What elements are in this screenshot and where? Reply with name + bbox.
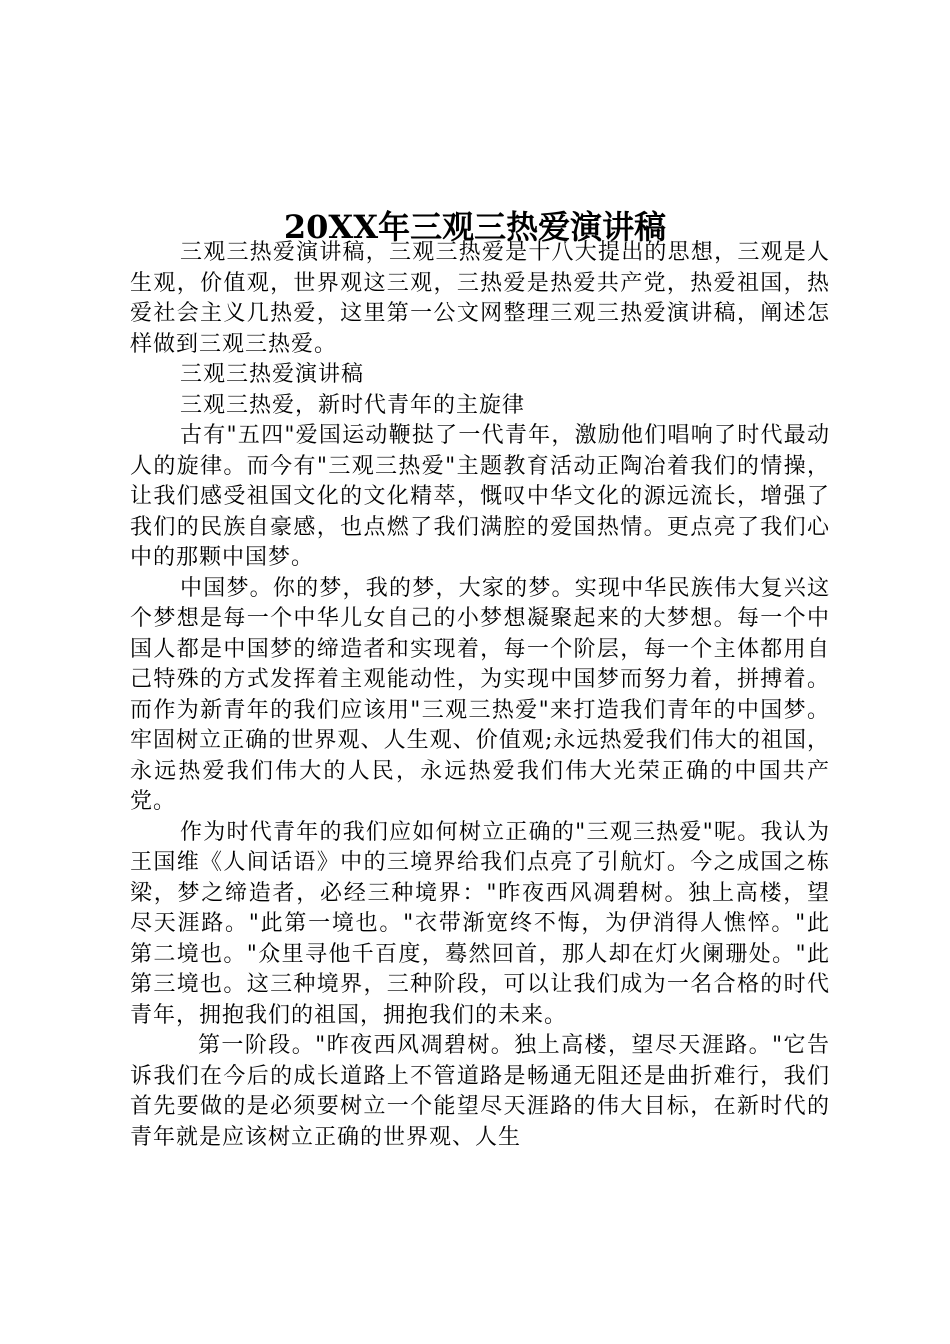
paragraph-intro: 三观三热爱演讲稿，三观三热爱是十八大提出的思想，三观是人生观，价值观，世界观这三观，三热爱是热爱共产党，热爱祖国，热爱社会主义几热爱，这里第一公文网整理三观三热爱演讲稿，阐述怎样做到三观三热爱。 bbox=[130, 240, 830, 357]
paragraph-may-fourth: 古有"五四"爱国运动鞭挞了一代青年，激励他们唱响了时代最动人的旋律。而今有"三观三热爱"主题教育活动正陶冶着我们的情操，让我们感受祖国文化的文化精萃，慨叹中华文化的源远流长，增强了我们的民族自豪感，也点燃了我们满腔的爱国热情。更点亮了我们心中的那颗中国梦。 bbox=[130, 423, 830, 570]
paragraph-three-realms: 作为时代青年的我们应如何树立正确的"三观三热爱"呢。我认为王国维《人间话语》中的三境界给我们点亮了引航灯。今之成国之栋梁，梦之缔造者，必经三种境界："昨夜西风凋碧树。独上高楼，望尽天涯路。"此第一境也。"衣带渐宽终不悔，为伊消得人憔悴。"此第二境也。"众里寻他千百度，蓦然回首，那人却在灯火阑珊处。"此第三境也。这三种境界，三种阶段，可以让我们成为一名合格的时代青年，拥抱我们的祖国，拥抱我们的未来。 bbox=[130, 819, 830, 1028]
paragraph-heading: 三观三热爱，新时代青年的主旋律 bbox=[180, 392, 526, 418]
document-body bbox=[130, 238, 830, 1153]
paragraph-china-dream: 中国梦。你的梦，我的梦，大家的梦。实现中华民族伟大复兴这个梦想是每一个中华儿女自己的小梦想凝聚起来的大梦想。每一个中国人都是中国梦的缔造者和实现着，每一个阶层，每一个主体都用自己特殊的方式发挥着主观能动性，为实现中国梦而努力着，拼搏着。而作为新青年的我们应该用"三观三热爱"来打造我们青年的中国梦。牢固树立正确的世界观、人生观、价值观;永远热爱我们伟大的祖国，永远热爱我们伟大的人民，永远热爱我们伟大光荣正确的中国共产党。 bbox=[130, 575, 830, 814]
paragraph-first-stage: 第一阶段。"昨夜西风凋碧树。独上高楼，望尽天涯路。"它告诉我们在今后的成长道路上不管道路是畅通无阻还是曲折难行，我们首先要做的是必须要树立一个能望尽天涯路的伟大目标，在新时代的青年就是应该树立正确的世界观、人生 bbox=[130, 1033, 830, 1150]
document-title: 20XX年三观三热爱演讲稿 bbox=[283, 208, 667, 247]
paragraph-subtitle: 三观三热爱演讲稿 bbox=[180, 362, 365, 387]
